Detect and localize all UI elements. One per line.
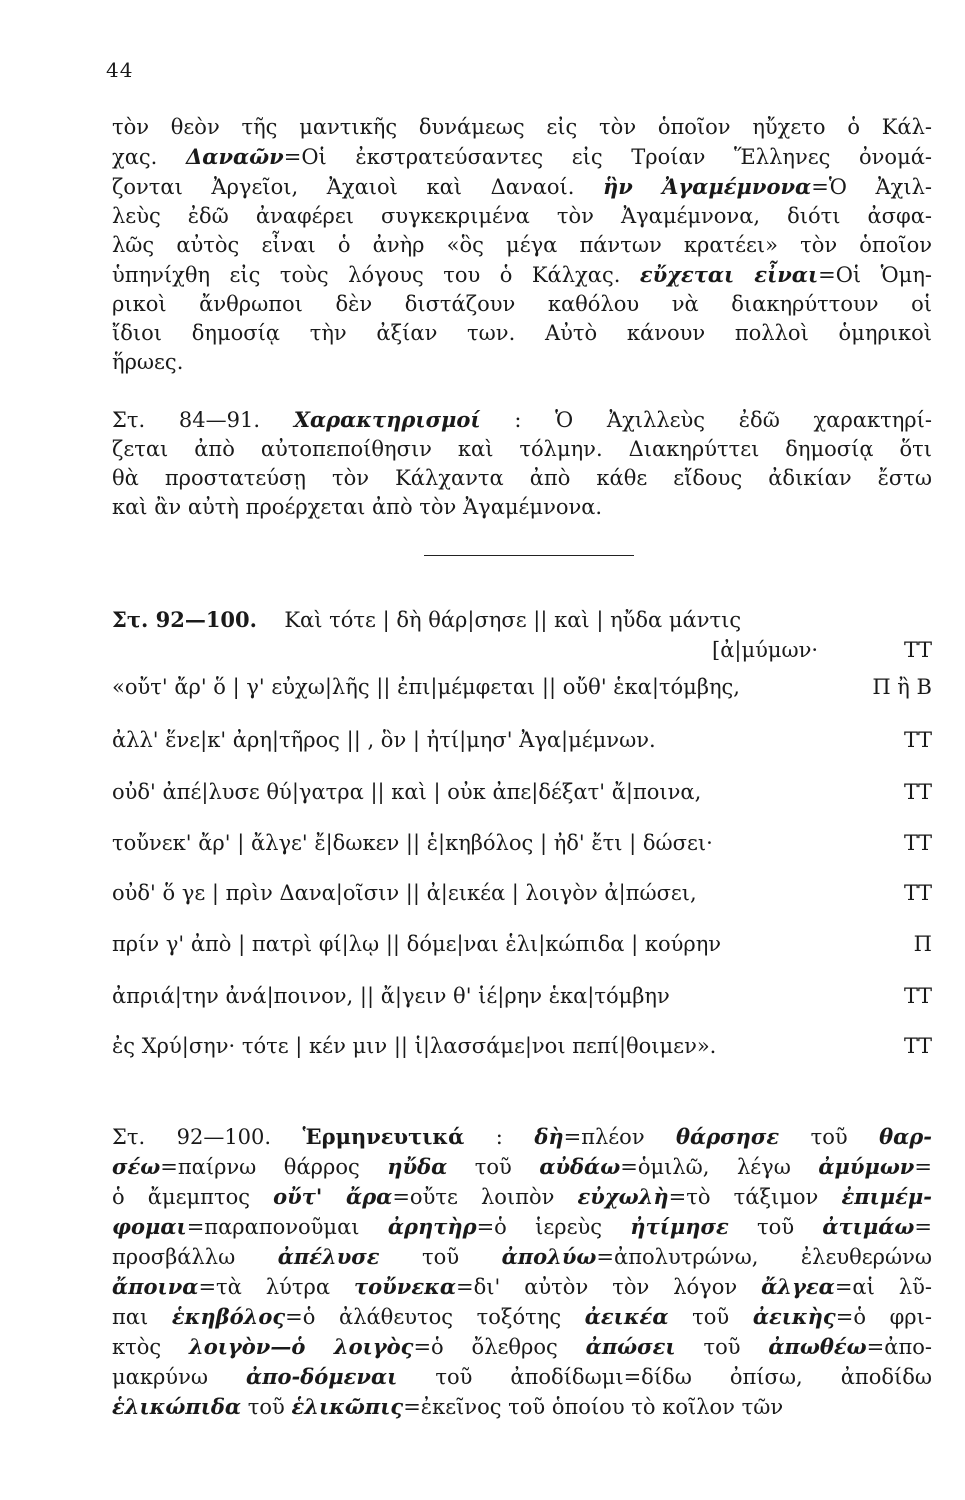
text-run: =τὰ λύτρα <box>198 1275 355 1299</box>
text-run: ἥρωες. <box>112 350 184 374</box>
verse-tag: ΤΤ <box>903 984 932 1008</box>
verse-text: [ἀ|μύμων· <box>712 638 819 662</box>
text-run: καὶ ἂν αὐτὴ προέρχεται ἀπὸ τὸν Ἀγαμέμνονα. <box>112 495 603 519</box>
text-run: =πλέον <box>563 1125 677 1149</box>
text-run: προσβάλλω <box>112 1245 278 1269</box>
text-run: =παίρνω θάρρος <box>160 1155 388 1179</box>
text-run: =Οἱ ἐκστρατεύσαντες εἰς Τροίαν Ἕλληνες ὀνομά- <box>283 145 932 169</box>
verse-text: ἀπριά|την ἀνά|ποινον, || ἄ|γειν θ' ἱέ|ρην ἑκα|τόμβην <box>112 984 670 1008</box>
verse-text: οὐδ' ὅ γε | πρὶν Δανα|οῖσιν || ἀ|εικέα | λοιγὸν ἀ|πώσει, <box>112 881 697 905</box>
text-line <box>112 1332 932 1362</box>
text-line <box>112 142 932 172</box>
text-run: κτὸς <box>112 1335 190 1359</box>
verse-heading: Στ. 92—100. <box>112 607 257 632</box>
text-run: =Ὁ Ἀχιλ- <box>811 175 932 199</box>
verse-line <box>112 638 932 668</box>
text-line <box>112 464 932 493</box>
keyword: ἀρητὴρ <box>387 1214 477 1239</box>
keyword: Χαρακτηρισμοί <box>293 407 481 432</box>
verse-tag: ΤΤ <box>903 728 932 752</box>
text-line <box>112 493 932 522</box>
keyword: Ἑρμηνευτικά <box>302 1124 465 1149</box>
keyword: φομαι <box>112 1214 187 1239</box>
keyword: ἑλικῶπις <box>291 1394 404 1419</box>
text-run: : <box>464 1125 535 1149</box>
text-run: =ἀπολυτρώνω, ἐλευθερώνω <box>596 1245 932 1269</box>
text-run: ὑπηνίχθη εἰς τοὺς λόγους του ὁ Κάλχας. <box>112 263 640 287</box>
text-line <box>112 1182 932 1212</box>
text-run: : Ὁ Ἀχιλλεὺς ἐδῶ χαρακτηρί- <box>480 408 932 432</box>
text-line <box>112 348 932 377</box>
text-line <box>112 172 932 202</box>
text-line <box>112 1362 932 1392</box>
commentary-paragraph-1 <box>112 113 932 377</box>
text-run: =ἀπο- <box>866 1335 932 1359</box>
verse-text: ἐς Χρύ|σην· τότε | κέν μιν || ἱ|λασσάμε|νοι πεπί|θοιμεν». <box>112 1034 717 1058</box>
text-run: =ἐκεῖνος τοῦ ὁποίου τὸ κοῖλον τῶν <box>403 1395 784 1419</box>
keyword: ἣν Ἀγαμέμνονα <box>603 174 812 199</box>
text-run: =παραπονοῦμαι <box>186 1215 388 1239</box>
keyword: ἑκηβόλος <box>171 1304 286 1329</box>
keyword: ἠτίμησε <box>630 1214 729 1239</box>
text-run: τοῦ ἀποδίδωμι=δίδω ὀπίσω, ἀποδίδω <box>397 1365 933 1389</box>
verse-line <box>112 675 932 705</box>
text-line <box>112 1242 932 1272</box>
text-run: =Οἱ Ὁμη- <box>818 263 933 287</box>
keyword: ἀεικὴς <box>752 1304 836 1329</box>
keyword: δὴ <box>534 1124 564 1149</box>
keyword: οὔτ' ἄρα <box>273 1184 393 1209</box>
keyword: αὐδάω <box>539 1154 621 1179</box>
keyword: τοὔνεκα <box>354 1274 456 1299</box>
keyword: ἀεικέα <box>584 1304 669 1329</box>
text-line <box>112 319 932 348</box>
text-line <box>112 1122 932 1152</box>
verse-text: πρίν γ' ἀπὸ | πατρὶ φί|λῳ || δόμε|ναι ἑλι|κώπιδα | κούρην <box>112 932 722 956</box>
verse-text: Καὶ τότε | δὴ θάρ|σησε || καὶ | ηὔδα μάντις <box>284 608 742 632</box>
verse-tag: Π <box>913 932 932 956</box>
section-divider <box>424 555 634 556</box>
verse-line <box>112 932 932 962</box>
keyword: ἀτιμάω <box>822 1214 915 1239</box>
text-line <box>112 260 932 290</box>
text-run: =ὁμιλῶ, λέγω <box>620 1155 819 1179</box>
text-run: =δι' αὐτὸν τὸν λόγον <box>456 1275 762 1299</box>
text-run: =αἱ λῦ- <box>834 1275 933 1299</box>
text-run: Στ. 84—91. <box>112 408 294 432</box>
keyword: ἀπολύω <box>501 1244 597 1269</box>
text-line <box>112 1302 932 1332</box>
keyword: θαρ- <box>879 1124 932 1149</box>
verse-text: τοὔνεκ' ἄρ' | ἄλγε' ἔ|δωκεν || ἑ|κηβόλος | ἠδ' ἔτι | δώσει· <box>112 831 713 855</box>
text-run: τὸν θεὸν τῆς μαντικῆς δυνάμεως εἰς τὸν ὁποῖον ηὔχετο ὁ Κάλ- <box>112 115 932 139</box>
verse-text: οὐδ' ἀπέ|λυσε θύ|γατρα || καὶ | οὐκ ἀπε|δέξατ' ἄ|ποινα, <box>112 780 702 804</box>
text-run: λεὺς ἐδῶ ἀναφέρει συγκεκριμένα τὸν Ἀγαμέμνονα, διότι ἀσφα- <box>112 204 932 228</box>
text-line <box>112 1212 932 1242</box>
text-run: τοῦ <box>241 1395 292 1419</box>
keyword: λοιγὸν—ὁ λοιγὸς <box>189 1334 414 1359</box>
text-run: ὁ ἄμεμπτος <box>112 1185 274 1209</box>
text-line <box>112 113 932 142</box>
text-run: τοῦ <box>379 1245 502 1269</box>
text-run: ζονται Ἀργεῖοι, Ἀχαιοὶ καὶ Δαναοί. <box>112 175 604 199</box>
page-number: 44 <box>106 58 134 82</box>
text-run: Στ. 92—100. <box>112 1125 303 1149</box>
verse-tag: ΤΤ <box>903 881 932 905</box>
verse-tag: ΤΤ <box>903 638 932 662</box>
verse-text: ἀλλ' ἕνε|κ' ἀρη|τῆρος || , ὃν | ἠτί|μησ' Ἀγα|μέμνων. <box>112 728 656 752</box>
text-line <box>112 435 932 464</box>
text-run: μακρύνω <box>112 1365 247 1389</box>
text-run: θὰ προστατεύσῃ τὸν Κάλχαντα ἀπὸ κάθε εἴδους ἀδικίαν ἔστω <box>112 466 932 490</box>
text-run: =ὁ φρι- <box>835 1305 932 1329</box>
verse-tag: Π ἢ Β <box>872 675 932 699</box>
keyword: ἄποινα <box>112 1274 199 1299</box>
text-run: τοῦ <box>779 1125 880 1149</box>
text-run: ρικοὶ ἄνθρωποι δὲν διστάζουν καθόλου νὰ διακηρύττουν οἱ <box>112 292 932 316</box>
verse-line <box>112 984 932 1014</box>
text-run: =ὁ ὄλεθρος <box>413 1335 586 1359</box>
keyword: ἀπο-δόμεναι <box>246 1364 398 1389</box>
keyword: ἐπιμέμ- <box>841 1184 932 1209</box>
interpretive-notes-paragraph <box>112 1122 932 1422</box>
text-run: χας. <box>112 145 186 169</box>
verse-heading-line <box>112 607 932 637</box>
keyword: εὔχεται εἶναι <box>639 262 819 287</box>
text-run: =ὁ ἀλάθευτος τοξότης <box>285 1305 585 1329</box>
verse-line <box>112 780 932 810</box>
text-line <box>112 231 932 260</box>
text-run: =οὔτε λοιπὸν <box>392 1185 578 1209</box>
text-line <box>112 290 932 319</box>
verse-line <box>112 831 932 861</box>
text-run: λῶς αὐτὸς εἶναι ὁ ἀνὴρ «ὃς μέγα πάντων κρατέει» τὸν ὁποῖον <box>112 233 932 257</box>
keyword: ἑλικώπιδα <box>112 1394 242 1419</box>
keyword: ἄλγεα <box>761 1274 835 1299</box>
text-run: = <box>914 1155 932 1179</box>
verse-line <box>112 1034 932 1064</box>
text-run: =τὸ τάξιμον <box>668 1185 842 1209</box>
text-line <box>112 1152 932 1182</box>
keyword: ἀπωθέω <box>768 1334 867 1359</box>
text-run: ἴδιοι δημοσίᾳ τὴν ἀξίαν των. Αὐτὸ κάνουν πολλοὶ ὁμηρικοὶ <box>112 321 932 345</box>
keyword: ἀπώσει <box>585 1334 676 1359</box>
text-run: = <box>914 1215 932 1239</box>
verse-tag: ΤΤ <box>903 831 932 855</box>
text-run: τοῦ <box>668 1305 753 1329</box>
keyword: εὐχωλὴ <box>577 1184 669 1209</box>
verse-tag: ΤΤ <box>903 780 932 804</box>
characterization-paragraph <box>112 405 932 522</box>
text-run: τοῦ <box>675 1335 769 1359</box>
verse-text: «οὔτ' ἄρ' ὅ | γ' εὐχω|λῆς || ἐπι|μέμφεται || οὔθ' ἑκα|τόμβης, <box>112 675 740 699</box>
keyword: ἀπέλυσε <box>277 1244 380 1269</box>
keyword: θάρσησε <box>676 1124 780 1149</box>
text-line <box>112 1272 932 1302</box>
verse-line <box>112 728 932 758</box>
text-run: τοῦ <box>728 1215 823 1239</box>
keyword: ηὔδα <box>387 1154 448 1179</box>
verse-line <box>112 881 932 911</box>
text-line <box>112 405 932 435</box>
text-line <box>112 1392 932 1422</box>
text-line <box>112 202 932 231</box>
keyword: ἀμύμων <box>818 1154 915 1179</box>
text-run: ζεται ἀπὸ αὐτοπεποίθησιν καὶ τόλμην. Διακηρύττει δημοσίᾳ ὅτι <box>112 437 932 461</box>
keyword: σέω <box>112 1154 161 1179</box>
text-run: παι <box>112 1305 172 1329</box>
text-run: =ὁ ἱερεὺς <box>476 1215 631 1239</box>
keyword: Δαναῶν <box>185 144 284 169</box>
text-run: τοῦ <box>447 1155 540 1179</box>
verse-tag: ΤΤ <box>903 1034 932 1058</box>
